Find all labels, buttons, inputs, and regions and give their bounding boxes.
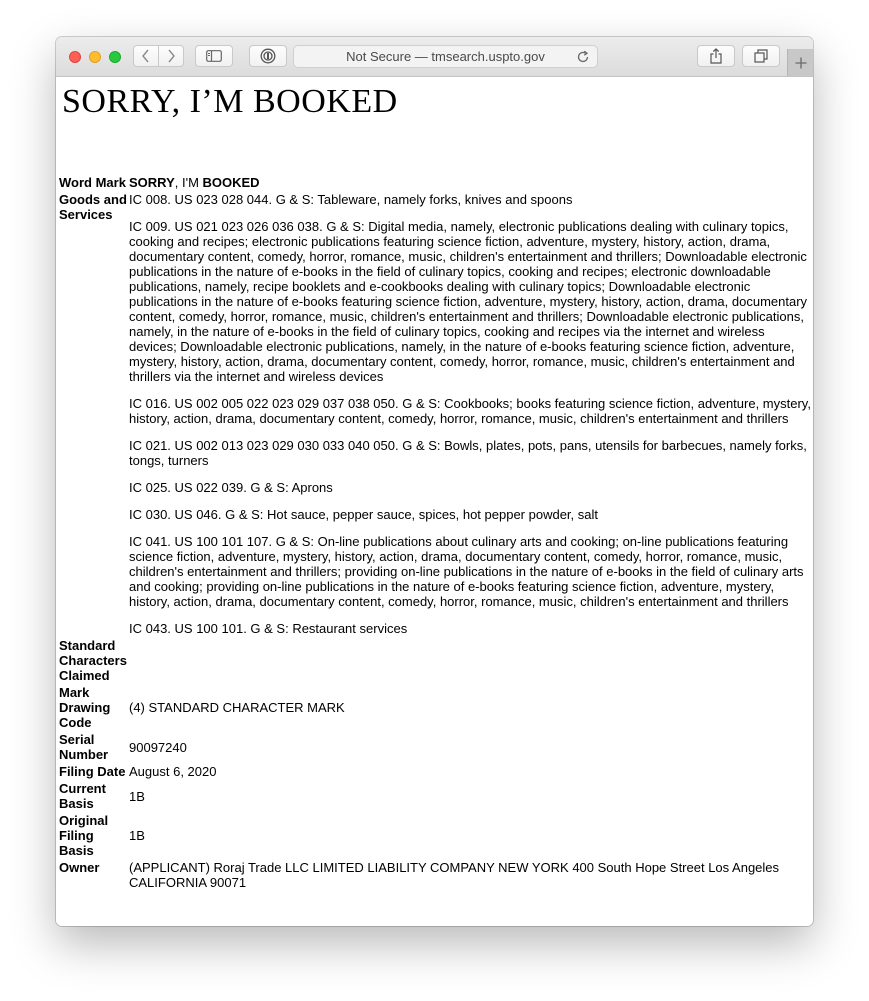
plus-icon xyxy=(795,57,807,69)
serial-number-value: 90097240 xyxy=(129,739,187,755)
row-current-basis xyxy=(59,781,811,811)
row-owner xyxy=(59,860,811,890)
privacy-icon xyxy=(260,48,276,64)
row-word-mark xyxy=(59,175,811,190)
tabs-overview-button[interactable] xyxy=(742,45,780,67)
new-tab-button[interactable] xyxy=(787,49,813,76)
goods-services-item: IC 043. US 100 101. G & S: Restaurant services xyxy=(129,621,408,636)
goods-services-item: IC 030. US 046. G & S: Hot sauce, pepper sauce, spices, hot pepper powder, salt xyxy=(129,507,598,522)
page-content xyxy=(56,77,813,926)
back-button[interactable] xyxy=(133,45,159,67)
label-owner: Owner xyxy=(59,860,100,875)
row-original-basis xyxy=(59,813,811,858)
navigation-buttons xyxy=(133,45,185,67)
sidebar-button[interactable] xyxy=(195,45,233,67)
word-mark-part2: , I'M xyxy=(174,175,203,190)
label-filing-date: Filing Date xyxy=(59,764,126,779)
current-basis-value: 1B xyxy=(129,788,145,804)
zoom-window-button[interactable] xyxy=(109,51,121,63)
filing-date-value: August 6, 2020 xyxy=(129,764,217,779)
label-word-mark: Word Mark xyxy=(59,175,126,190)
trademark-details-table xyxy=(57,173,813,892)
share-icon xyxy=(709,48,723,64)
row-drawing-code xyxy=(59,685,811,730)
original-basis-value: 1B xyxy=(129,828,145,843)
forward-icon xyxy=(166,49,176,63)
goods-services-item: IC 021. US 002 013 023 029 030 033 040 050. G & S: Bowls, plates, pots, pans, utensils for barbecues, namely forks, tongs, turners xyxy=(129,438,807,468)
reload-icon[interactable] xyxy=(575,49,591,65)
mark-title: SORRY, I’M BOOKED xyxy=(62,83,398,120)
row-standard-characters xyxy=(59,638,811,683)
label-goods-services: Goods and Services xyxy=(59,192,127,222)
owner-value: (APPLICANT) Roraj Trade LLC LIMITED LIABILITY COMPANY NEW YORK 400 South Hope Street Los Angeles CALIFORNIA 90071 xyxy=(129,860,780,890)
label-standard-characters: Standard Characters Claimed xyxy=(59,638,127,683)
label-drawing-code: Mark Drawing Code xyxy=(59,685,111,730)
back-icon xyxy=(141,49,151,63)
browser-window xyxy=(56,37,813,926)
tabs-icon xyxy=(754,49,768,63)
word-mark-part3: BOOKED xyxy=(202,175,260,190)
address-text: Not Secure — tmsearch.uspto.gov xyxy=(346,49,545,64)
forward-button[interactable] xyxy=(158,45,184,67)
row-filing-date xyxy=(59,764,811,779)
goods-services-list xyxy=(129,192,811,636)
word-mark-part1: SORRY xyxy=(129,175,175,190)
address-bar[interactable] xyxy=(293,45,598,68)
goods-services-item: IC 009. US 021 023 026 036 038. G & S: Digital media, namely, electronic publications dealing with culinary topics, cooking and recipes; electronic publications featuring science fiction, adventure, mystery, history, action, drama, documentary content, comedy, horror, romance, music, children's entertainment and thrillers; Downloadable electronic publications in the nature of e-books in the field of culinary topics, cooking and recipes; electronic downloadable publications, namely, recipe booklets and e-cookbooks dealing with culinary topics; Downloadable electronic publications in the nature of e-books featuring science fiction, adventure, mystery, history, action, drama, documentary content, comedy, horror, romance, music, children's entertainment and thrillers; Downloadable electronic publications, namely, in the nature of e-books in the field of culinary topics, cooking and recipes via the internet and wireless devices; Downloadable electronic publications, namely, in the nature of e-books featuring science fiction, adventure, mystery, history, action, drama, documentary content, comedy, horror, romance, music, children's entertainment and thrillers via the internet and wireless devices xyxy=(129,219,808,384)
standard-characters-value xyxy=(129,638,811,683)
label-serial-number: Serial Number xyxy=(59,732,109,762)
browser-toolbar xyxy=(56,37,813,77)
goods-services-item: IC 016. US 002 005 022 023 029 037 038 050. G & S: Cookbooks; books featuring science fiction, adventure, mystery, history, action, drama, documentary content, comedy, horror, romance, music, children's entertainment and thrillers xyxy=(129,396,811,426)
goods-services-item: IC 025. US 022 039. G & S: Aprons xyxy=(129,480,333,495)
goods-services-item: IC 041. US 100 101 107. G & S: On-line publications about culinary arts and cooking; on-line publications featuring science fiction, adventure, mystery, history, action, drama, documentary content, comedy, horror, romance, music, children's entertainment and thrillers; providing on-line publications in the nature of e-books in the field of culinary arts and cooking; providing on-line publications in the nature of e-books featuring science fiction, adventure, mystery, history, action, drama, documentary content, comedy, horror, romance, music, children's entertainment and thrillers xyxy=(129,534,804,609)
drawing-code-value: (4) STANDARD CHARACTER MARK xyxy=(129,700,345,715)
word-mark-value xyxy=(129,175,811,190)
row-goods-services xyxy=(59,192,811,636)
share-button[interactable] xyxy=(697,45,735,67)
privacy-button[interactable] xyxy=(249,45,287,67)
sidebar-icon xyxy=(206,50,222,62)
minimize-window-button[interactable] xyxy=(89,51,101,63)
close-window-button[interactable] xyxy=(69,51,81,63)
goods-services-item: IC 008. US 023 028 044. G & S: Tableware, namely forks, knives and spoons xyxy=(129,192,573,207)
label-current-basis: Current Basis xyxy=(59,781,106,811)
row-serial-number xyxy=(59,732,811,762)
label-original-basis: Original Filing Basis xyxy=(59,813,109,858)
